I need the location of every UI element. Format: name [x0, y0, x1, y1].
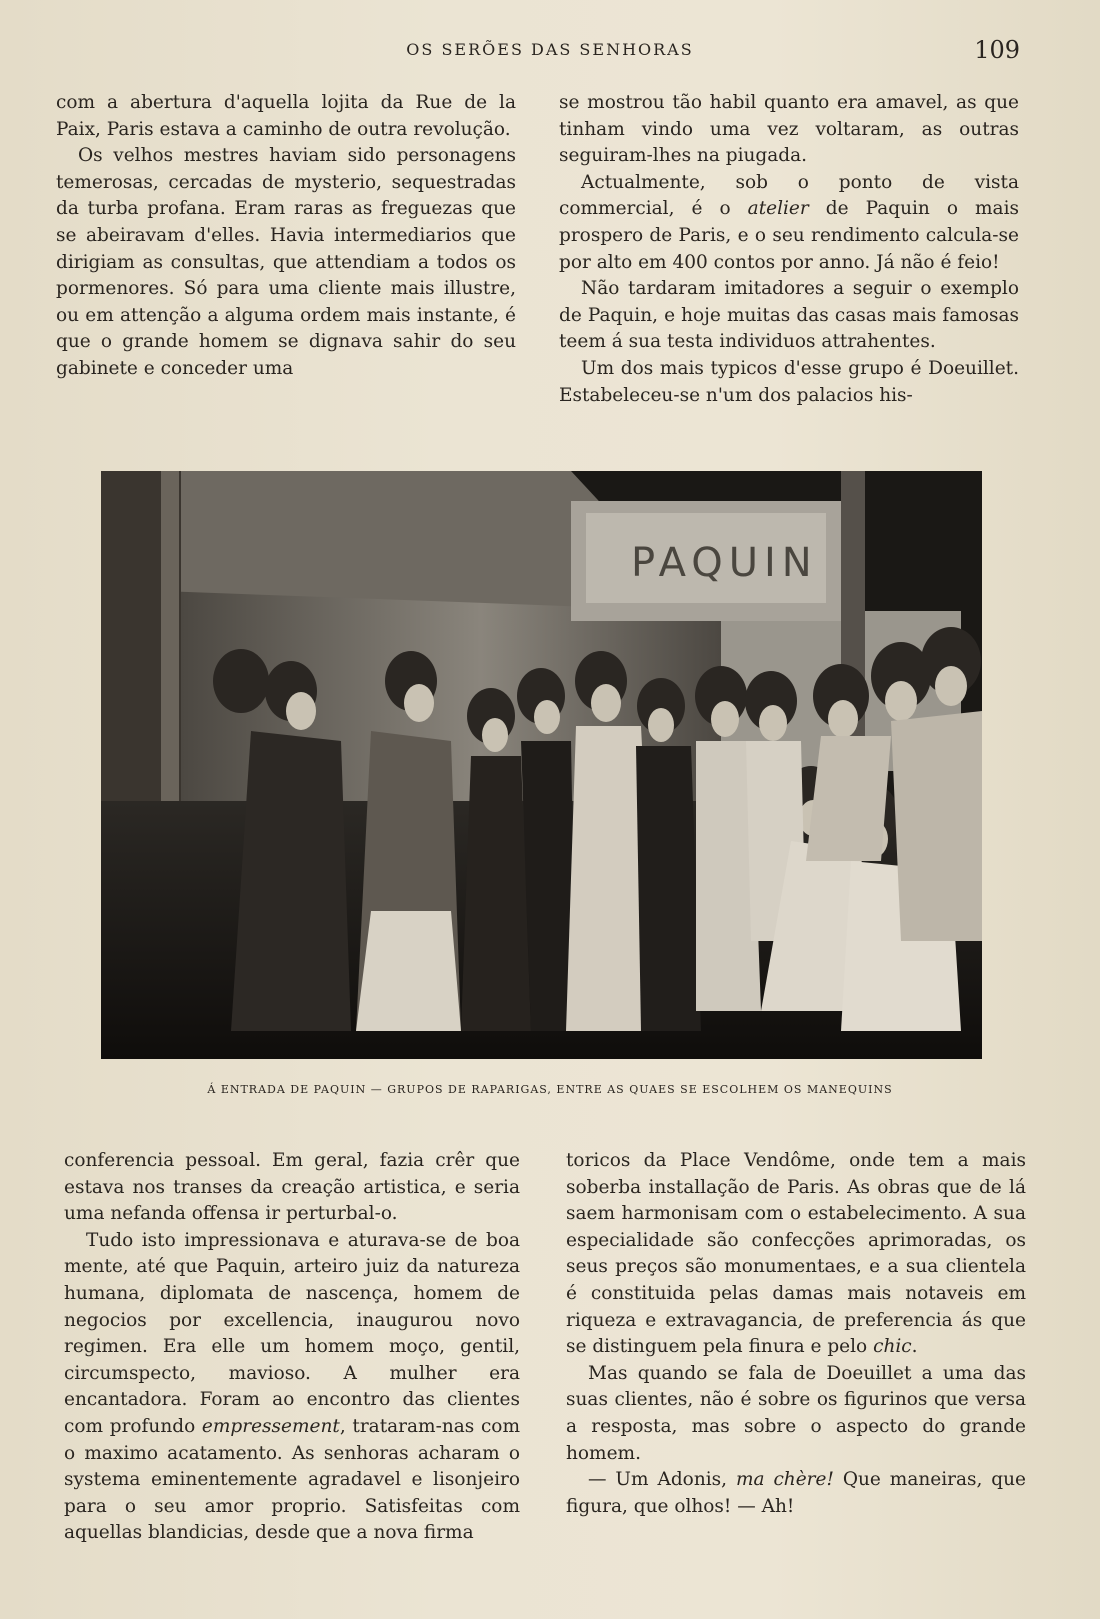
paragraph: Mas quando se fala de Doeuillet a uma das suas clientes, não é sobre os figurinos que versa a resposta, mas sobre o aspecto do grande homem. [566, 1362, 1026, 1464]
text-run: Tudo isto impressionava e aturava-se de boa mente, até que Paquin, arteiro juiz da natureza humana, diplomata de nascença, homem de negocios por excellencia, inaugurou novo regimen. Era elle um homem moço, gentil, circumspecto, mavioso. A mulher era encantadora. Foram ao encontro das clientes com profundo [64, 1229, 520, 1437]
paragraph: se mostrou tão habil quanto era amavel, as que tinham vindo uma vez voltaram, as outras seguiram-lhes na piugada. [559, 92, 1019, 167]
text-run: Actualmente, sob o ponto de vista commercial, é o [559, 171, 1019, 220]
italic-term: ma chère! [735, 1469, 834, 1491]
paragraph [566, 1148, 1026, 1361]
photograph [101, 471, 982, 1059]
text-run: toricos da Place Vendôme, onde tem a mais soberba installação de Paris. As obras que de lá saem harmonisam com o estabelecimento. A sua especialidade são confecções aprimoradas, os seus preços são monumentaes, e a sua clientela é constituida pelas damas mais notaveis em riqueza e extravagancia, de preferencia ás que se distinguem pela finura e pelo [566, 1150, 1026, 1358]
paragraph: Não tardaram imitadores a seguir o exemplo de Paquin, e hoje muitas das casas mais famosas teem á sua testa individuos attrahentes. [559, 278, 1019, 353]
text-run: de Paquin o mais prospero de Paris, e o seu rendimento calcula-se por alto em 400 contos por anno. Já não é feio! [559, 198, 1019, 273]
paragraph [559, 170, 1019, 276]
paragraph: Os velhos mestres haviam sido personagens temerosas, cercadas de mysterio, sequestradas da turba profana. Eram raras as freguezas que se abeiravam d'elles. Havia intermediarios que dirigiam as consultas, que attendiam a todos os pormenores. Só para uma cliente mais illustre, ou em attenção a alguma ordem mais instante, é que o grande homem se dignava sahir do seu gabinete e conceder uma [56, 145, 516, 379]
paragraph [566, 1467, 1026, 1520]
text-run: , trataram-nas com o maximo acatamento. As senhoras acharam o systema eminentemente agradavel e lisonjeiro para o seu amor proprio. Satisfeitas com aquellas blandicias, desde que a nova firma [64, 1415, 520, 1544]
paquin-sign: PAQUIN [631, 540, 818, 586]
figure-caption: Á ENTRADA DE PAQUIN — GRUPOS DE RAPARIGAS, ENTRE AS QUAES SE ESCOLHEM OS MANEQUINS [207, 1083, 893, 1096]
page-header [0, 36, 1100, 66]
paragraph: conferencia pessoal. Em geral, fazia crêr que estava nos transes da creação artistica, e seria uma nefanda offensa ir perturbal-o. [64, 1150, 520, 1225]
text-run: — Um Adonis, [588, 1469, 736, 1491]
text-run: . [911, 1336, 918, 1358]
photo-illustration [101, 471, 982, 1059]
page-number: 109 [974, 36, 1020, 64]
paragraph [64, 1228, 520, 1547]
italic-term: empressement [201, 1415, 340, 1437]
running-title: OS SERÕES DAS SENHORAS [406, 40, 694, 59]
top-left-column [56, 90, 516, 383]
top-right-column [559, 90, 1019, 409]
bottom-right-column [566, 1148, 1026, 1520]
paragraph: Um dos mais typicos d'esse grupo é Doeuillet. Estabeleceu-se n'um dos palacios his- [559, 357, 1019, 406]
bottom-left-column [64, 1148, 520, 1547]
text-run: Que maneiras, que figura, que olhos! — Ah! [566, 1469, 1027, 1517]
paragraph: com a abertura d'aquella lojita da Rue de la Paix, Paris estava a caminho de outra revolução. [56, 92, 516, 140]
italic-term: atelier [747, 198, 809, 220]
italic-term: chic [873, 1336, 912, 1358]
